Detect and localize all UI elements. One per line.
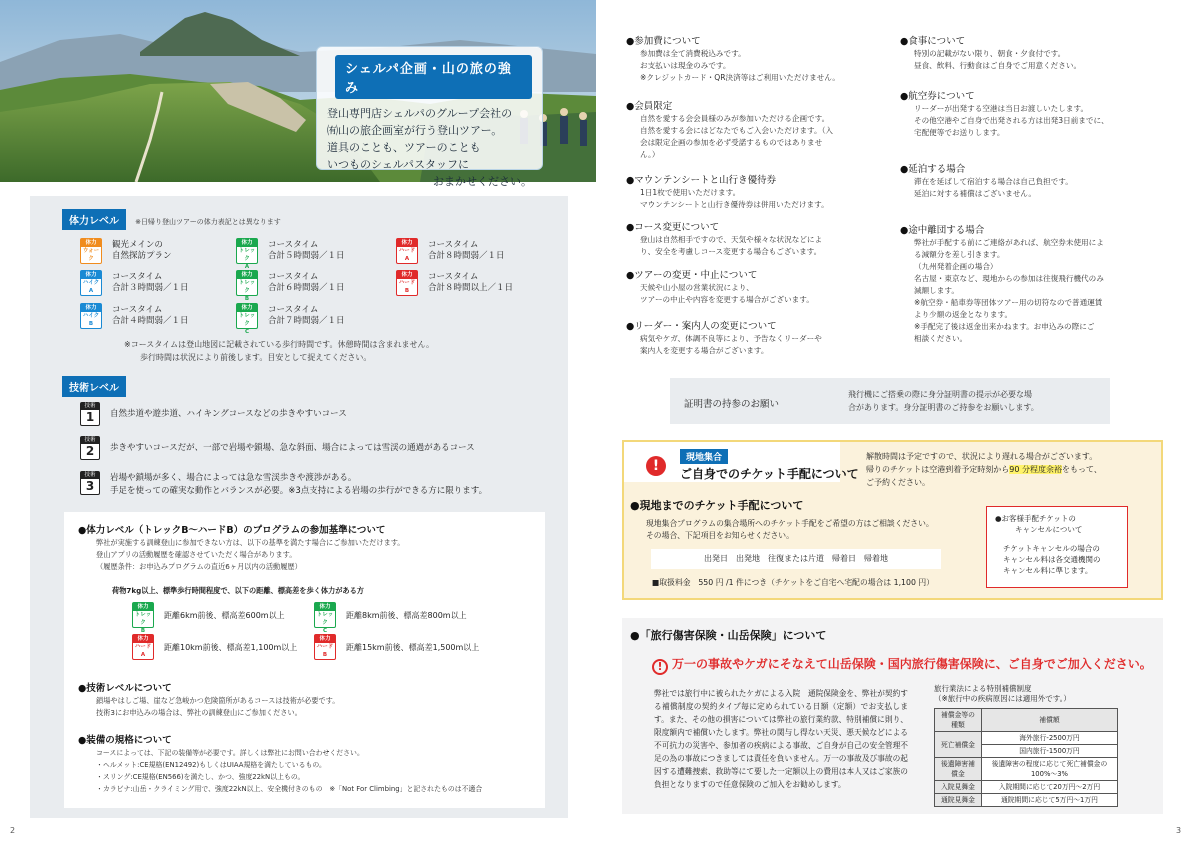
requirements-sub: 荷物7kg以上、標準歩行時間程度で、以下の距離、標高差を歩く体力がある方 xyxy=(112,586,364,595)
hero-line: 道具のことも、ツアーのことも xyxy=(327,141,481,154)
page-number-right: 3 xyxy=(1176,826,1182,835)
level-hike-b-text: コースタイム 合計４時間弱／１日 xyxy=(112,305,189,326)
return-ticket-note: 解散時間は予定ですので、状況により遅れる場合がございます。 帰りのチケットは空港到着予定時刻から90 分程度余裕をもって、 ご予約ください。 xyxy=(866,452,1102,487)
notice-tour-change: ●ツアーの変更・中止について 天候や山小屋の営業状況により、 ツアーの中止や内容を変更する場合がございます。 xyxy=(626,270,814,304)
tech-2-badge-icon: 技術 2 xyxy=(80,436,100,460)
trek-a-badge-icon: 体力 トレック A xyxy=(236,238,258,264)
cancel-heading: ●お客様手配チケットの キャンセルについて xyxy=(995,514,1083,534)
hero-line: おまかせください。 xyxy=(433,175,532,188)
hike-b-badge-icon: 体力 ハイク B xyxy=(80,303,102,329)
certificate-text: 飛行機にご搭乗の際に身分証明書の提示が必要な場 合があります。身分証明書のご持参をお願いします。 xyxy=(848,390,1039,412)
table-row: 通院見舞金 通院期間に応じて5万円～1万円 xyxy=(935,794,1118,807)
level-hard-a-text: コースタイム 合計８時間弱／１日 xyxy=(428,240,505,261)
warning-icon: ! xyxy=(652,659,668,675)
notice-leaving-midway: ●途中離団する場合 弊社が手配する前にご連絡があれば、航空券未使用によ る減額分を差し引きます。 （九州発着企画の場合） 名古屋・東京など、現地からの参加は往復飛行機代のみ 減額します。 ※航空券・船車券等団体ツアー用の切符なので普通運賃 より少額の返金となります。 ※手配完了後は返金出来かねます。お申込みの際にご 相談ください。 xyxy=(900,225,1104,343)
tech-requirement-heading: ●技術レベルについて xyxy=(78,683,172,694)
table-row: 入院見舞金 入院期間に応じて20万円～2万円 xyxy=(935,781,1118,794)
table-row: 補償金等の種類 補償額 xyxy=(935,709,1118,732)
cancel-info-box xyxy=(986,506,1128,588)
tech-3-text: 岩場や鎖場が多く、場合によっては急な雪渓歩きや渡渉がある。 手足を使っての確実な動作とバランスが必要。※3点支持による岩場の歩行ができる方に限ります。 xyxy=(110,473,488,496)
certificate-box xyxy=(670,378,1110,424)
insurance-body: 弊社では旅行中に被られたケガによる入院 通院保険金を、弊社が契約する補償制度の契約タイプ毎に定められている日額（定額）でお支払します。また、その他の損害については弊社の旅行業約款、特別補償に則り、限度額内で補償いたします。弊社の関与し得ない天災、悪天候などによる不可抗力の災害や、参加者の疾病による事故、ご自身が自己の安全管理不足の為の事故につきましては責任を負いません。万一の事故及び事故の起因する遭難捜索、救助等にて要した一定額以上の費用は本人又はご家族の負担となりますので任意保険のご加入をお勧めします。 xyxy=(654,689,908,789)
highlight-text: 90 分程度余裕 xyxy=(1009,465,1063,474)
fitness-level-label: 体力レベル xyxy=(62,209,126,230)
req-trek-c-text: 距離8km前後、標高差800m以上 xyxy=(346,611,467,620)
equipment-text: コースによっては、下記の装備等が必要です。詳しくは弊社にお問い合わせください。 ・ヘルメット:CE規格(EN12492)もしくはUIAA規格を満たしているもの。 ・スリング:CE規格(EN566)を満たし、かつ、強度22kN以上もの。 ・カラビナ:山岳・クライミング用で、強度22kN以上、安全機付きのもの ※「Not For Climbing」と記されたものは不適合 xyxy=(96,749,483,793)
insurance-heading: ●「旅行傷害保険・山岳保険」について xyxy=(630,629,827,642)
local-meeting-label: 現地集合 xyxy=(680,449,728,464)
notice-mountain-seat: ●マウンテンシートと山行き優待券 1日1枚で使用いただけます。 マウンテンシートと山行き優待券は併用いただけます。 xyxy=(626,175,829,209)
level-trek-a-text: コースタイム 合計５時間弱／１日 xyxy=(268,240,345,261)
notice-members: ●会員限定 自然を愛する会会員様のみが参加いただける企画です。 自然を愛する会にはどなたでもご入会いただけます。（入 会は限定企画の参加を必ず受諾するものではありませ ん。） xyxy=(626,101,834,159)
hero-line: いつものシェルパスタッフに xyxy=(327,158,470,171)
equipment-heading: ●装備の規格について xyxy=(78,735,172,746)
hard-b-badge-icon: 体力 ハード B xyxy=(396,270,418,296)
ticket-arrangement-text: 現地集合プログラムの集合場所へのチケット手配をご希望の方はご相談ください。 その場合、下記項目をお知らせください。 xyxy=(646,519,934,540)
tech-1-badge-icon: 技術 1 xyxy=(80,402,100,426)
ticket-items-strip: 出発日 出発地 往復または片道 帰着日 帰着地 xyxy=(651,549,941,569)
hike-a-badge-icon: 体力 ハイク A xyxy=(80,270,102,296)
tech-2-text: 歩きやすいコースだが、一部で岩場や鎖場、急な斜面、場合によっては雪渓の通過があるコース xyxy=(110,443,475,453)
hero-line: ㈲山の旅企画室が行う登山ツアー。 xyxy=(327,124,503,137)
hero-title: シェルパ企画・山の旅の強み xyxy=(335,55,532,99)
req-trek-b-text: 距離6km前後、標高差600m以上 xyxy=(164,611,285,620)
req-hard-a-text: 距離10km前後、標高差1,100m以上 xyxy=(164,643,298,652)
requirements-heading: ●体力レベル（トレックB～ハードB）のプログラムの参加基準について xyxy=(78,525,386,536)
req-trek-b-badge-icon: 体力 トレック B xyxy=(132,602,154,628)
req-hard-a-badge-icon: 体力 ハード A xyxy=(132,634,154,660)
walk-badge-icon: 体力 ウォーク xyxy=(80,238,102,264)
ticket-fee: ■取扱料金 550 円 /1 件につき（チケットをご自宅へ宅配の場合は 1,100 円） xyxy=(652,578,935,587)
req-trek-c-badge-icon: 体力 トレック C xyxy=(314,602,336,628)
table-row: 死亡補償金 海外旅行-2500万円 xyxy=(935,732,1118,745)
compensation-table xyxy=(934,708,1118,807)
table-row: 後遺障害補償金 後遺障害の程度に応じて死亡補償金の100%～3% xyxy=(935,758,1118,781)
level-hike-a-text: コースタイム 合計３時間弱／１日 xyxy=(112,272,189,293)
notice-meals: ●食事について 特別の記載がない限り、朝食・夕食付です。 昼食、飲料、行動食はご自身でご用意ください。 xyxy=(900,36,1082,70)
hard-a-badge-icon: 体力 ハード A xyxy=(396,238,418,264)
trek-b-badge-icon: 体力 トレック B xyxy=(236,270,258,296)
trek-c-badge-icon: 体力 トレック C xyxy=(236,303,258,329)
hero-caption-box xyxy=(316,46,543,188)
req-hard-b-text: 距離15km前後、標高差1,500m以上 xyxy=(346,643,480,652)
tech-1-text: 自然歩道や遊歩道、ハイキングコースなどの歩きやすいコース xyxy=(110,409,347,419)
fitness-footnote: ※コースタイムは登山地図に記載されている歩行時間です。休憩時間は含まれません。 歩行時間は状況により前後します。目安として捉えてください。 xyxy=(124,340,434,362)
level-trek-c-text: コースタイム 合計７時間弱／１日 xyxy=(268,305,345,326)
hero-line: 登山専門店シェルパのグループ会社の xyxy=(327,107,513,120)
level-hard-b-text: コースタイム 合計８時間以上／１日 xyxy=(428,272,514,293)
cancel-text: チケットキャンセルの場合の キャンセル料は各交通機関の キャンセル料に準じます。 xyxy=(1003,544,1101,575)
certificate-title: 証明書の持参のお願い xyxy=(684,399,780,410)
insurance-warning: ! 万一の事故やケガにそなえて山岳保険・国内旅行傷害保険に、ご自身でご加入ください。 xyxy=(652,655,1152,675)
notice-leader-change: ●リーダー・案内人の変更について 病気やケガ、体調不良等により、予告なくリーダーや 案内人を変更する場合がございます。 xyxy=(626,321,822,355)
level-trek-b-text: コースタイム 合計６時間弱／１日 xyxy=(268,272,345,293)
fitness-level-note: ※日帰り登山ツアーの体力表記とは異なります xyxy=(135,218,281,226)
notice-course-change: ●コース変更について 登山は自然相手ですので、天気や様々な状況などによ り、安全を考慮しコース変更する場合もございます。 xyxy=(626,222,823,256)
tech-3-badge-icon: 技術 3 xyxy=(80,471,100,495)
notice-fee: ●参加費について 参加費は全て消費税込みです。 お支払いは現金のみです。 ※クレジットカード・QR決済等はご利用いただけません。 xyxy=(626,36,840,82)
notice-airfare: ●航空券について リーダーが出発する空港は当日お渡しいたします。 その他空港やご自身で出発される方は出発3日前までに、 宅配便等でお送りします。 xyxy=(900,91,1109,137)
table-row: 国内旅行-1500万円 xyxy=(935,745,1118,758)
page-number-left: 2 xyxy=(10,826,16,835)
fitness-level-header xyxy=(62,209,281,230)
tech-level-label: 技術レベル xyxy=(62,376,126,397)
local-meeting-title: ご自身でのチケット手配について xyxy=(680,467,859,481)
tech-level-header xyxy=(62,376,126,397)
req-hard-b-badge-icon: 体力 ハード B xyxy=(314,634,336,660)
requirements-text: 弊社が実施する訓練登山に参加できない方は、以下の基準を満たす場合にご参加いただけます。 登山アプリの活動履歴を確認させていただく場合があります。 （履歴条件：お申込みプログラムの直近6ヶ月以内の活動履歴） xyxy=(96,538,405,571)
ticket-arrangement-heading: ●現地までのチケット手配について xyxy=(630,499,804,512)
notice-extended-stay: ●延泊する場合 滞在を延ばして宿泊する場合は自己負担です。 延泊に対する補償はございません。 xyxy=(900,164,1073,198)
level-walk-text: 観光メインの 自然探訪プラン xyxy=(112,240,172,261)
tech-requirement-text: 鎖場やはしご場、崖など急峻かつ危険箇所があるコースは技術が必要です。 技術3にお申込みの場合は、弊社の訓練登山にご参加ください。 xyxy=(96,696,340,717)
compensation-table-caption: 旅行業法による特別補償制度 （※旅行中の疾病原因には適用外です。） xyxy=(934,684,1071,703)
exclamation-icon: ! xyxy=(646,456,666,476)
